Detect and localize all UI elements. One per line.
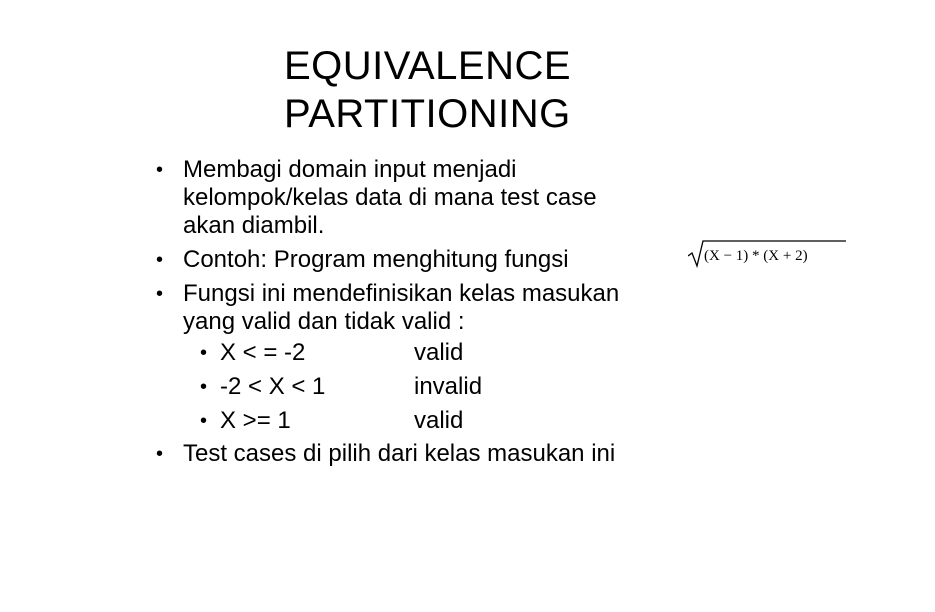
class-condition: X < = -2 [220, 339, 306, 366]
sub-bullet-icon: • [200, 410, 208, 432]
class-item [156, 404, 619, 438]
bullet-1-line-1: • Membagi domain input menjadi [183, 156, 517, 183]
class-condition: -2 < X < 1 [220, 373, 326, 400]
bullet-1-line-3: akan diambil. [183, 212, 325, 239]
sub-bullet-icon: • [200, 376, 208, 398]
bullet-item [156, 156, 619, 240]
bullet-2-line-1: • Contoh: Program menghitung fungsi [183, 246, 569, 273]
bullet-1-line-2: kelompok/kelas data di mana test case [183, 184, 597, 211]
title-line-1: EQUIVALENCE [284, 44, 572, 88]
class-item [156, 336, 619, 370]
bullet-item [156, 246, 619, 274]
class-condition: X >= 1 [220, 407, 291, 434]
bullet-list [156, 156, 619, 474]
bullet-3-line-1: • Fungsi ini mendefinisikan kelas masukan [183, 280, 620, 307]
class-list [156, 336, 619, 438]
class-item [156, 370, 619, 404]
slide-title [284, 42, 571, 138]
sub-bullet-icon: • [200, 342, 208, 364]
bullet-4-line-1: • Test cases di pilih dari kelas masukan ini [183, 440, 616, 467]
class-result: invalid [414, 373, 483, 400]
bullet-item [156, 280, 619, 438]
sqrt-formula [688, 238, 848, 270]
bullet-item [156, 440, 619, 468]
bullet-3-line-2: yang valid dan tidak valid : [183, 308, 465, 335]
class-result: valid [414, 407, 464, 434]
formula-expression: (X − 1) * (X + 2) [704, 248, 808, 264]
class-result: valid [414, 339, 464, 366]
title-line-2: PARTITIONING [284, 92, 571, 136]
